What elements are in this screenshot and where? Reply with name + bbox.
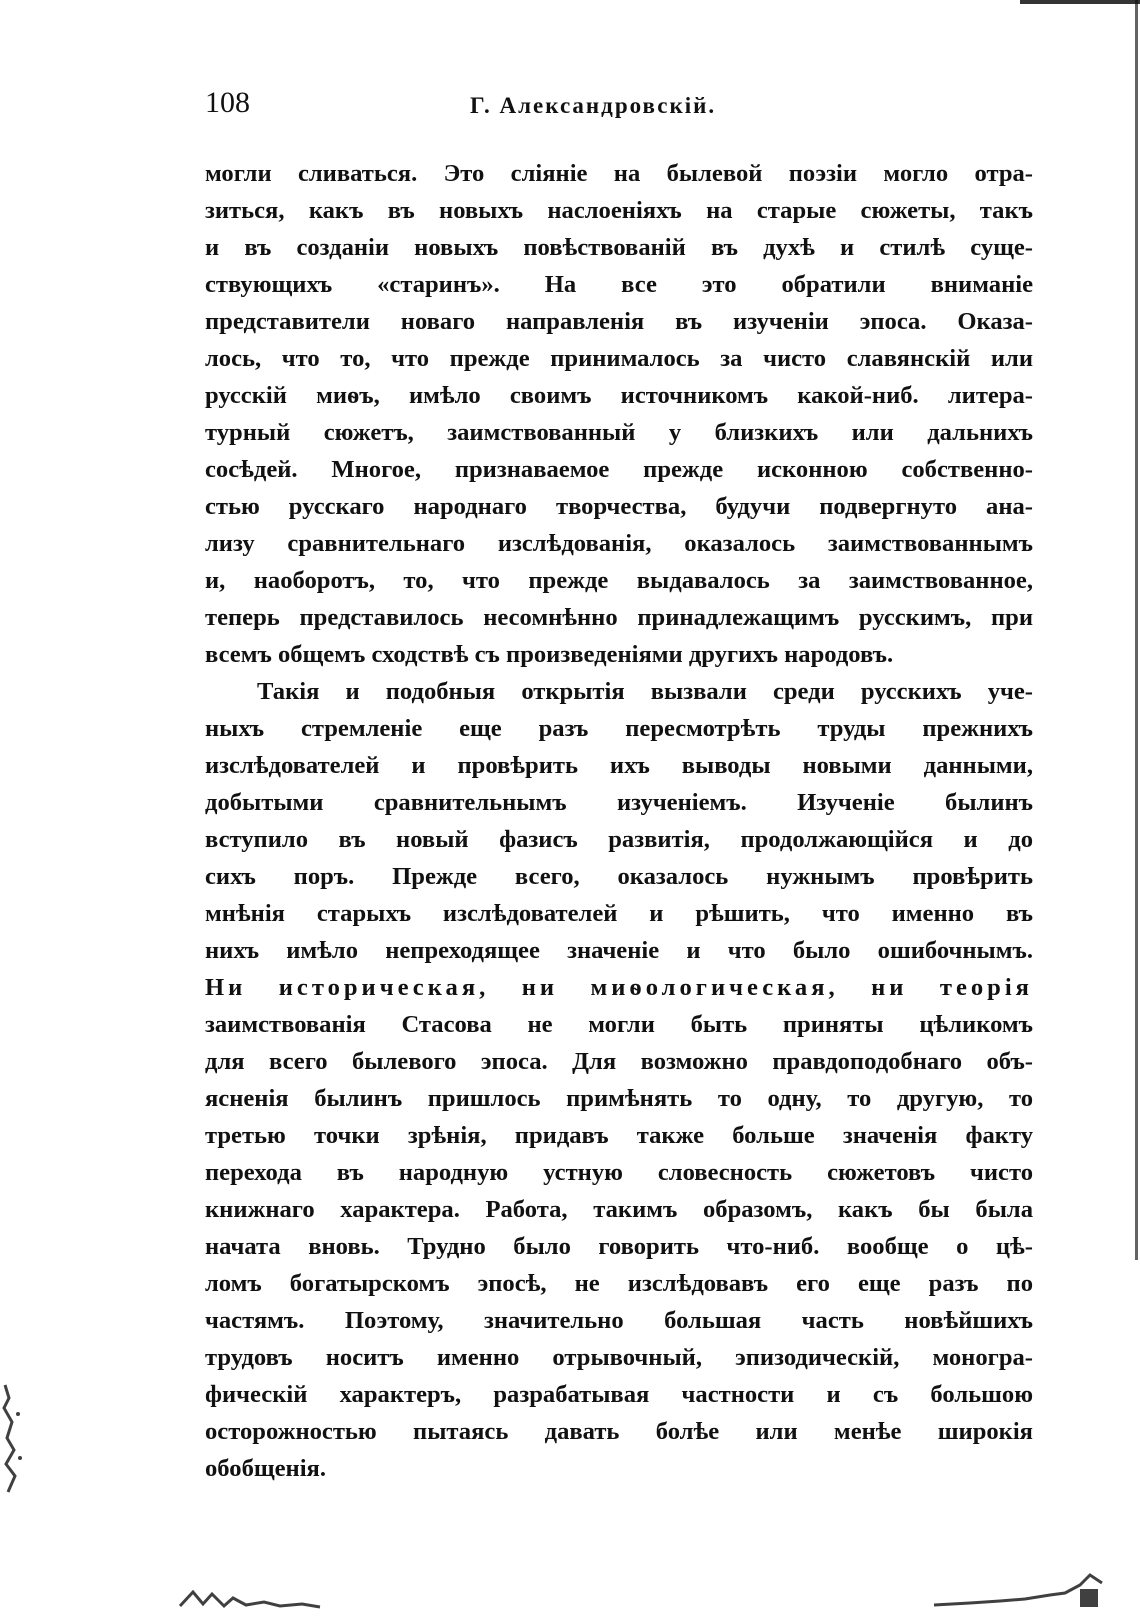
text-line: могли сливаться. Это сліяніе на былевой поэзіи могло отра- — [205, 160, 1033, 187]
text-line: фическій характеръ, разрабатывая частности и съ большою — [205, 1381, 1033, 1408]
text-line: ясненія былинъ пришлось примѣнять то одну, то другую, то — [205, 1085, 1033, 1112]
text-line: теперь представилось несомнѣнно принадлежащимъ русскимъ, при — [205, 604, 1033, 631]
text-line: турный сюжетъ, заимствованный у близкихъ или дальнихъ — [205, 419, 1033, 446]
scan-top-edge — [1020, 0, 1140, 4]
text-line: ломъ богатырскомъ эпосѣ, не изслѣдовавъ его еще разъ по — [205, 1270, 1033, 1297]
text-line: русскій миѳъ, имѣло своимъ источникомъ какой-ниб. литера- — [205, 382, 1033, 409]
scan-noise-left — [0, 1380, 28, 1500]
text-line: сихъ поръ. Прежде всего, оказалось нужнымъ провѣрить — [205, 863, 1033, 890]
page-header — [205, 86, 1035, 126]
text-line: заимствованія Стасова не могли быть приняты цѣликомъ — [205, 1011, 1033, 1038]
text-line: Ни историческая, ни миѳологическая, ни теорія — [205, 974, 1033, 1001]
text-line: изслѣдователей и провѣрить ихъ выводы новыми данными, — [205, 752, 1033, 779]
text-line: обобщенія. — [205, 1455, 326, 1482]
text-line: вступило въ новый фазисъ развитія, продолжающійся и до — [205, 826, 1033, 853]
text-line: осторожностью пытаясь давать болѣе или менѣе широкія — [205, 1418, 1033, 1445]
text-line: нихъ имѣло непреходящее значеніе и что было ошибочнымъ. — [205, 937, 1033, 964]
running-head: Г. Александровскій. — [470, 93, 717, 118]
scan-noise-bottom-right — [930, 1565, 1110, 1610]
text-line: сосѣдей. Многое, признаваемое прежде исконною собственно- — [205, 456, 1033, 483]
text-line: и въ созданіи новыхъ повѣствованій въ духѣ и стилѣ суще- — [205, 234, 1033, 261]
text-line: стью русскаго народнаго творчества, будучи подвергнуто ана- — [205, 493, 1033, 520]
text-line: книжнаго характера. Работа, такимъ образомъ, какъ бы была — [205, 1196, 1033, 1223]
scan-right-edge — [1135, 0, 1138, 1260]
page-number: 108 — [205, 86, 250, 119]
text-line: частямъ. Поэтому, значительно большая часть новѣйшихъ — [205, 1307, 1033, 1334]
text-line: для всего былевого эпоса. Для возможно правдоподобнаго объ- — [205, 1048, 1033, 1075]
text-line: третью точки зрѣнія, придавъ также больше значенія факту — [205, 1122, 1033, 1149]
text-line: ныхъ стремленіе еще разъ пересмотрѣть труды прежнихъ — [205, 715, 1033, 742]
text-line: представители новаго направленія въ изученіи эпоса. Оказа- — [205, 308, 1033, 335]
text-line: трудовъ носитъ именно отрывочный, эпизодическій, моногра- — [205, 1344, 1033, 1371]
text-line: лизу сравнительнаго изслѣдованія, оказалось заимствованнымъ — [205, 530, 1033, 557]
main-text — [205, 155, 1033, 1487]
text-line: и, наоборотъ, то, что прежде выдавалось за заимствованное, — [205, 567, 1033, 594]
text-line: ствующихъ «старинъ». На все это обратили вниманіе — [205, 271, 1033, 298]
text-line: Такія и подобныя открытія вызвали среди русскихъ уче- — [257, 678, 1033, 705]
text-line: лось, что то, что прежде принималось за чисто славянскій или — [205, 345, 1033, 372]
text-line: добытыми сравнительнымъ изученіемъ. Изученіе былинъ — [205, 789, 1033, 816]
text-line: всемъ общемъ сходствѣ съ произведеніями другихъ народовъ. — [205, 641, 894, 668]
text-line: перехода въ народную устную словесность сюжетовъ чисто — [205, 1159, 1033, 1186]
text-line: мнѣнія старыхъ изслѣдователей и рѣшить, что именно въ — [205, 900, 1033, 927]
scan-noise-bottom-left — [178, 1586, 323, 1610]
text-line: начата вновь. Трудно было говорить что-ниб. вообще о цѣ- — [205, 1233, 1033, 1260]
text-line: зиться, какъ въ новыхъ наслоеніяхъ на старые сюжеты, такъ — [205, 197, 1033, 224]
